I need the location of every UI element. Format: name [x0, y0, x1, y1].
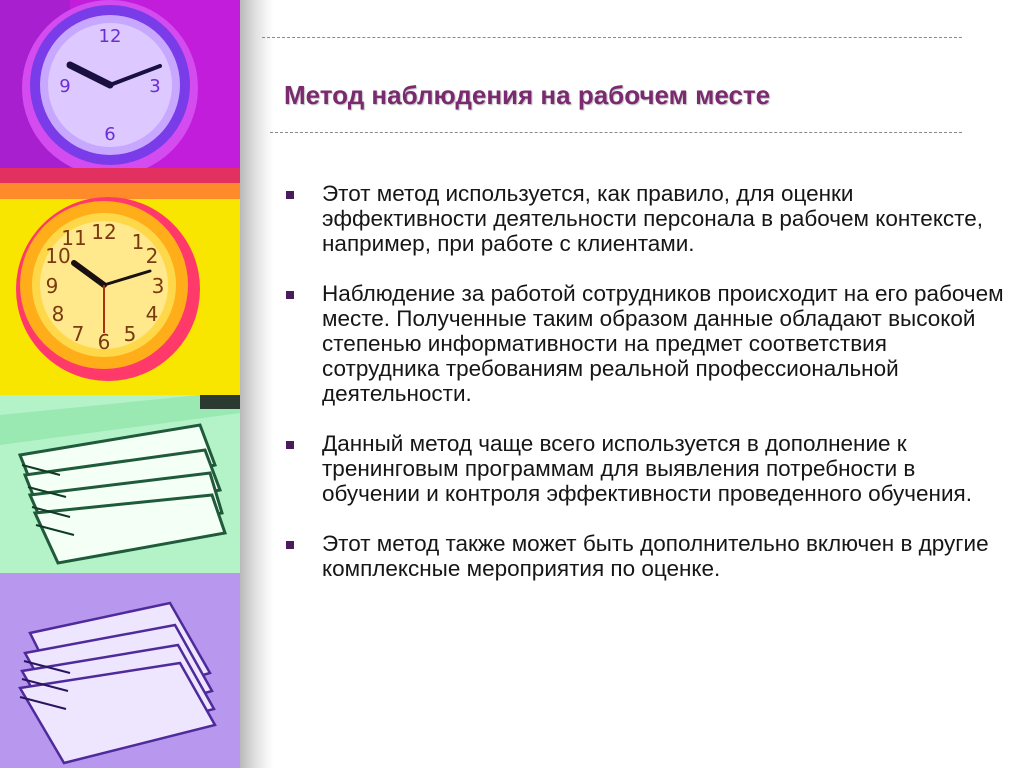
top-dashed-divider: [262, 37, 962, 38]
bullet-list: [284, 181, 1004, 581]
svg-text:6: 6: [104, 124, 116, 145]
square-bullet-icon: [286, 441, 294, 449]
svg-text:4: 4: [145, 302, 159, 326]
svg-text:3: 3: [151, 274, 165, 298]
bullet-text: Этот метод используется, как правило, для оценки эффективности деятельности персонала в рабочем контексте, например, при работе с клиентами.: [322, 181, 983, 256]
svg-text:8: 8: [51, 302, 65, 326]
svg-text:12: 12: [98, 26, 122, 47]
svg-text:1: 1: [131, 230, 145, 254]
svg-text:10: 10: [45, 244, 71, 268]
left-image-strip: [0, 0, 240, 768]
violet-papers-image: [0, 573, 240, 768]
green-papers-image: [0, 395, 240, 573]
bullet-text: Наблюдение за работой сотрудников происходит на его рабочем месте. Полученные таким образом данные обладают высокой степенью информативности на предмет соответствия сотрудника требованиям реальной профессиональной деятельности.: [322, 281, 1004, 406]
svg-text:9: 9: [45, 274, 59, 298]
bullet-item: [284, 181, 1004, 256]
slide-title: Метод наблюдения на рабочем месте: [284, 80, 771, 110]
square-bullet-icon: [286, 541, 294, 549]
panel-shadow: [240, 0, 274, 768]
square-bullet-icon: [286, 291, 294, 299]
square-bullet-icon: [286, 191, 294, 199]
bullet-text: Этот метод также может быть дополнительно включен в другие комплексные мероприятия по оценке.: [322, 531, 989, 581]
svg-text:2: 2: [145, 244, 159, 268]
bullet-item: [284, 281, 1004, 406]
svg-text:9: 9: [59, 76, 71, 97]
svg-text:11: 11: [61, 226, 87, 250]
svg-text:7: 7: [71, 322, 85, 346]
bullet-item: [284, 531, 1004, 581]
bullet-text: Данный метод чаще всего используется в дополнение к тренинговым программам для выявления потребности в обучении и контроля эффективности проведенного обучения.: [322, 431, 972, 506]
title-dashed-divider: [270, 132, 962, 133]
svg-text:5: 5: [123, 322, 137, 346]
svg-text:3: 3: [149, 76, 161, 97]
svg-text:12: 12: [91, 220, 117, 244]
bullet-item: [284, 431, 1004, 506]
purple-clock-image: [0, 0, 240, 183]
yellow-clock-image: [0, 183, 240, 395]
svg-text:6: 6: [97, 330, 111, 354]
